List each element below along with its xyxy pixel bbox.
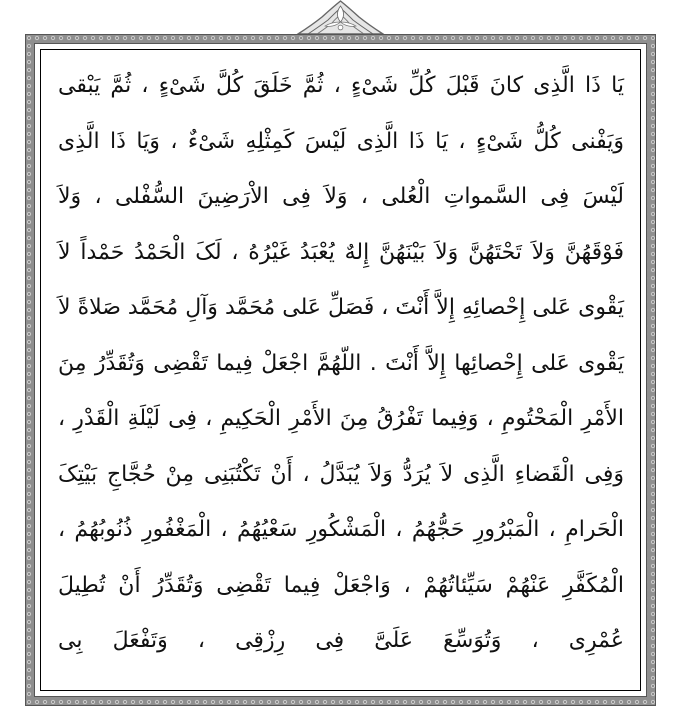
prayer-text: یَا ذَا الَّذِی کانَ قَبْلَ کُلِّ شَیْءٍ ، ثُمَّ خَلَقَ کُلَّ شَیْءٍ ، ثُمَّ یَبْقی وَیَفْنی کُلُّ شَیْءٍ ، یَا ذَا الَّذِی لَیْسَ کَمِثْلِهِ شَیْءٌ ، وَیَا ذَا الَّذِی لَیْسَ فِی السَّمواتِ الْعُلی ، وَلاَ فِی الاْرَضِینَ السُّفْلی ، وَلاَ فَوْقَهُنَّ وَلاَ تَحْتَهُنَّ وَلاَ بَیْنَهُنَّ إِلهٌ یُعْبَدُ غَیْرُهُ ، لَکَ الْحَمْدُ حَمْداً لاَ یَقْوی عَلی إِحْصائِهِ إِلاَّ أَنْتَ ، فَصَلِّ عَلی مُحَمَّد وَآلِ مُحَمَّد صَلاةً لاَ یَقْوی عَلی إِحْصائِها إِلاَّ أَنْتَ . اللّهُمَّ اجْعَلْ فِیما تَقْضِی وَتُقَدِّرُ مِنَ الأَمْرِ الْمَحْتُومِ ، وَفِیما تَفْرُقُ مِنَ الأَمْرِ الْحَکِیمِ ، فِی لَیْلَةِ الْقَدْرِ ، وَفِی الْقَضاءِ الَّذِی لاَ یُرَدُّ وَلاَ یُبَدَّلُ ، أَنْ تَکْتُبَنِی مِنْ حُجَّاجِ بَیْتِکَ الْحَرامِ ، الْمَبْرُورِ حَجُّهُمُ ، الْمَشْکُورِ سَعْیُهُمُ ، الْمَغْفُورِ ذُنُوبُهُمُ ، الْمُکَفَّرِ عَنْهُمْ سَیِّئاتُهُمْ ، وَاجْعَلْ فِیما تَقْضِی وَتُقَدِّرُ أَنْ تُطِیلَ عُمْرِی ، وَتُوَسِّعَ عَلَیَّ فِی رِزْقِی ، وَتَفْعَلَ بِی — [58, 73, 624, 653]
top-ornament-icon — [290, 0, 391, 36]
